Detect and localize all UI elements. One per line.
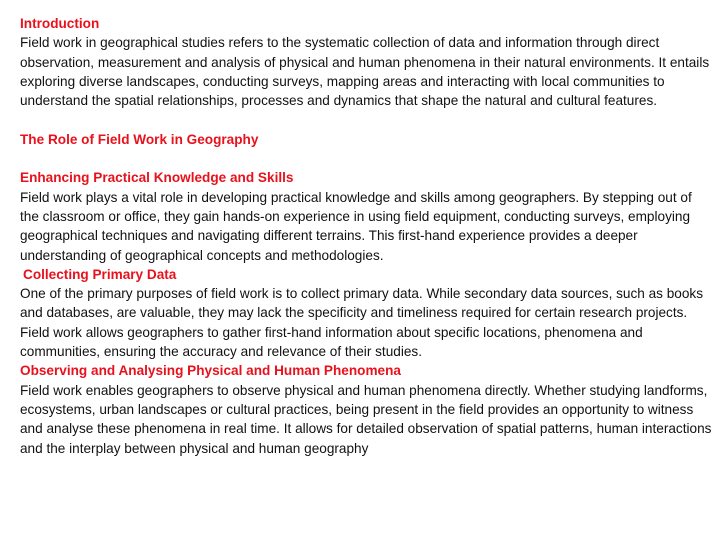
primary-data-heading: Collecting Primary Data — [23, 266, 177, 282]
role-heading: The Role of Field Work in Geography — [20, 131, 259, 147]
practical-skills-heading: Enhancing Practical Knowledge and Skills — [20, 170, 294, 186]
introduction-heading: Introduction — [20, 16, 100, 31]
document-body — [20, 14, 714, 458]
observing-heading: Observing and Analysing Physical and Human Phenomena — [20, 363, 401, 379]
introduction-paragraph: Field work in geographical studies refers to the systematic collection of data and information through direct observation, measurement and analysis of physical and human phenomena in their natural environments. It entails exploring diverse landscapes, conducting surveys, mapping areas and interacting with local communities to understand the spatial relationships, processes and dynamics that shape the natural and cultural features. — [20, 35, 710, 109]
primary-data-paragraph: One of the primary purposes of field work is to collect primary data. While secondary data sources, such as books and databases, are valuable, they may lack the specificity and timeliness required for certain research projects. Field work allows geographers to gather first-hand information about specific locations, phenomena and communities, ensuring the accuracy and relevance of their studies. — [20, 286, 704, 360]
practical-skills-paragraph: Field work plays a vital role in developing practical knowledge and skills among geographers. By stepping out of the classroom or office, they gain hands-on experience in using field equipment, conducting surveys, employing geographical techniques and navigating different terrains. This first-hand experience provides a deeper understanding of geographical concepts and methodologies. — [20, 189, 692, 263]
spacer — [20, 149, 714, 168]
observing-paragraph: Field work enables geographers to observe physical and human phenomena directly. Whether studying landforms, ecosystems, urban landscapes or cultural practices, being present in the field provides an opportunity to witness and analyse these phenomena in real time. It allows for detailed observation of spatial patterns, human interactions and the interplay between physical and human geography — [20, 382, 712, 456]
spacer — [20, 110, 714, 129]
